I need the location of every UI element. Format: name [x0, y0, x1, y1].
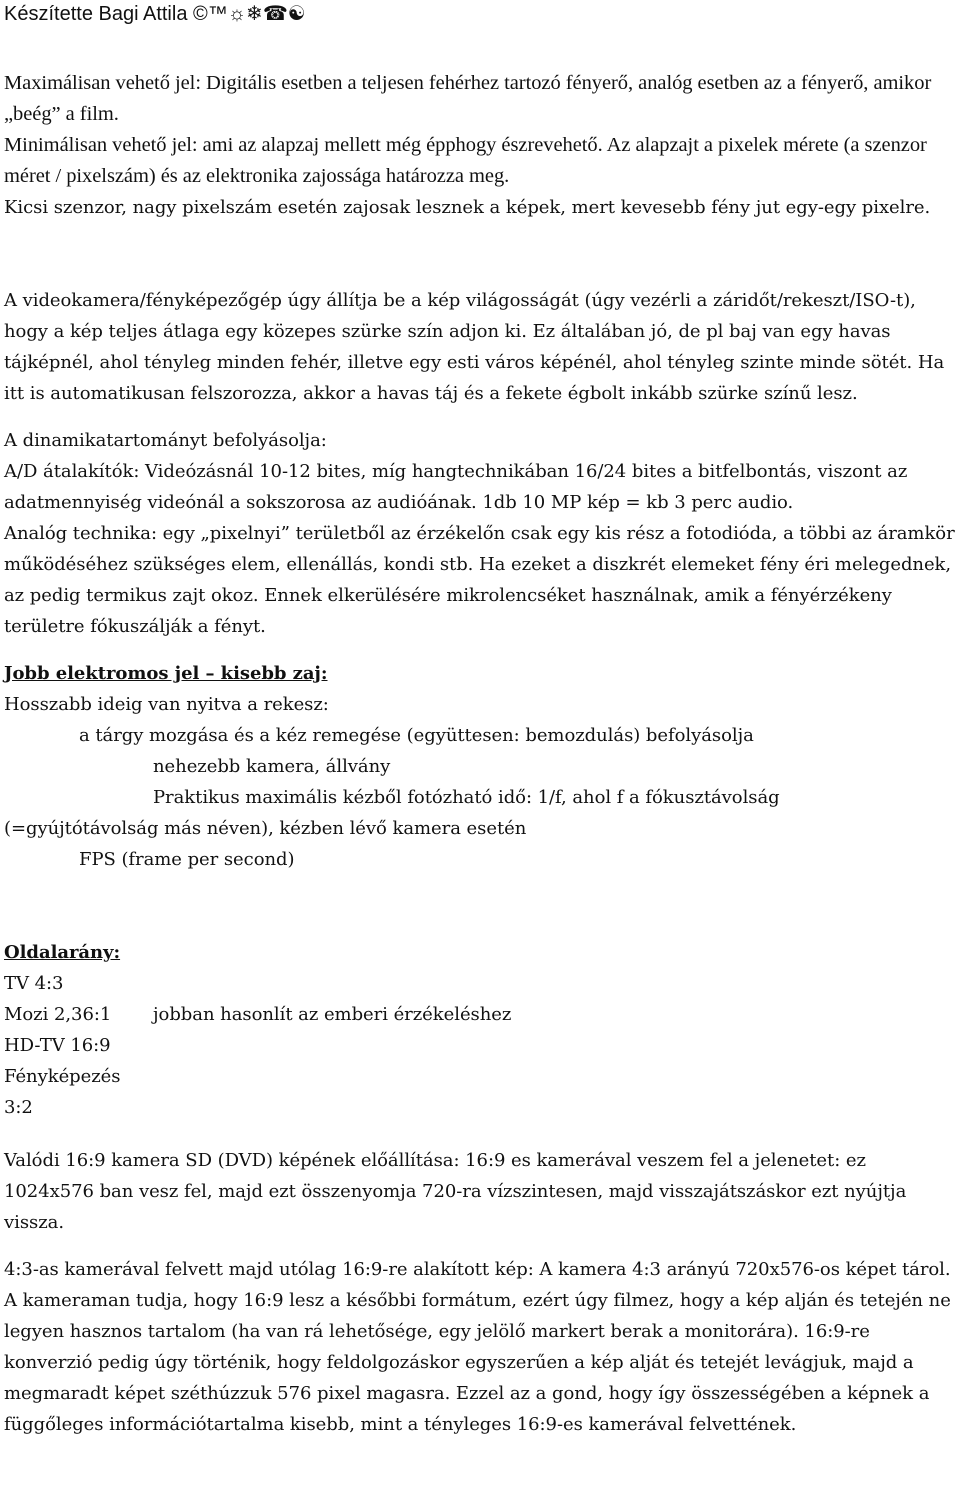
true-169-paragraph: Valódi 16:9 kamera SD (DVD) képének előállítása: 16:9 es kamerával veszem fel a jelenetet: ez 1024x576 ban vesz fel, majd ezt összenyomja 720-ra vízszintesen, majd visszajátszáskor ezt nyújtja vissza.	[4, 1150, 907, 1233]
aspect-label: Mozi 2,36:1	[4, 1004, 112, 1025]
signal-section	[4, 68, 958, 223]
aspect-ratio-heading: Oldalarány:	[4, 942, 121, 963]
aspect-label: TV 4:3	[4, 973, 64, 994]
ad-converter-text: A/D átalakítók: Videózásnál 10-12 bites, míg hangtechnikában 16/24 bites a bitfelbontás, viszont az adatmennyiség videónál a sokszorosa az audióának. 1db 10 MP kép = kb 3 perc audio.	[4, 461, 908, 513]
signal-noise-heading: Jobb elektromos jel – kisebb zaj:	[4, 663, 328, 684]
analog-technique-text: Analóg technika: egy „pixelnyi” területből az érzékelőn csak egy kis rész a fotodióda, a többi az áramkör működéséhez szükséges elem, ellenállás, kondi stb. Ha ezeket a diszkrét elemeket fény éri melegednek, az pedig termikus zajt okoz. Ennek elkerülésére mikrolencséket használnak, amik a fényérzékeny területre fókuszálják a fényt.	[4, 523, 955, 637]
aspect-note: jobban hasonlít az emberi érzékeléshez	[153, 1004, 512, 1025]
fps-text: FPS (frame per second)	[79, 849, 295, 870]
heavy-camera-text: nehezebb kamera, állvány	[153, 756, 391, 777]
motion-blur-text: a tárgy mozgása és a kéz remegése (együttesen: bemozdulás) befolyásolja	[79, 725, 754, 746]
aspect-label: HD-TV 16:9	[4, 1035, 111, 1056]
focal-length-text: (=gyújtótávolság más néven), kézben lévő kamera esetén	[4, 818, 527, 839]
document-header: Készítette Bagi Attila ©™☼❄☎☯	[4, 3, 306, 25]
handheld-time-text: Praktikus maximális kézből fotózható idő: 1/f, ahol f a fókusztávolság	[153, 787, 780, 808]
min-signal-text: Minimálisan vehető jel: ami az alapzaj mellett még épphogy észrevehető. Az alapzajt a pixelek mérete (a szenzor méret / pixelszám) és az elektronika zajossága határozza meg.	[4, 134, 927, 187]
aspect-label: Fényképezés 3:2	[4, 1066, 121, 1118]
small-sensor-text: Kicsi szenzor, nagy pixelszám esetén zajosak lesznek a képek, mert kevesebb fény jut egy-egy pixelre.	[4, 197, 931, 218]
aspect-row-cinema	[4, 999, 958, 1030]
aspect-row-hdtv	[4, 1030, 958, 1061]
aspect-row-photo	[4, 1061, 958, 1123]
dynamic-range-section	[4, 425, 958, 642]
document-body	[4, 68, 958, 1440]
aspect-ratio-section	[4, 937, 958, 1123]
aperture-open-text: Hosszabb ideig van nyitva a rekesz:	[4, 694, 329, 715]
dynamic-range-heading: A dinamikatartományt befolyásolja:	[4, 430, 327, 451]
exposure-paragraph: A videokamera/fényképezőgép úgy állítja be a kép világosságát (úgy vezérli a záridőt/rekeszt/ISO-t), hogy a kép teljes átlaga egy közepes szürke szín adjon ki. Ez általában jó, de pl baj van egy havas tájképnél, ahol tényleg minden fehér, illetve egy esti város képénél, ahol tényleg szinte minde sötét. Ha itt is automatikusan felszorozza, akkor a havas táj és a fekete égbolt inkább szürke színű lesz.	[4, 290, 945, 404]
aspect-row-tv	[4, 968, 958, 999]
signal-noise-section	[4, 658, 958, 875]
max-signal-text: Maximálisan vehető jel: Digitális esetben a teljesen fehérhez tartozó fényerő, analóg esetben az a fényerő, amikor „beég” a film.	[4, 72, 932, 125]
converted-43-paragraph: 4:3-as kamerával felvett majd utólag 16:9-re alakított kép: A kamera 4:3 arányú 720x576-os képet tárol. A kameraman tudja, hogy 16:9 lesz a későbbi formátum, ezért úgy filmez, hogy a kép alján és tetején ne legyen hasznos tartalom (ha van rá lehetősége, egy jelölő markert berak a monitorára). 16:9-re konverzió pedig úgy történik, hogy feldolgozáskor egyszerűen a kép alját és tetejét levágjuk, majd a megmaradt képet széthúzzuk 576 pixel magasra. Ezzel az a gond, hogy így összességében a képnek a függőleges információtartalma kisebb, mint a tényleges 16:9-es kamerával felvettének.	[4, 1259, 951, 1435]
